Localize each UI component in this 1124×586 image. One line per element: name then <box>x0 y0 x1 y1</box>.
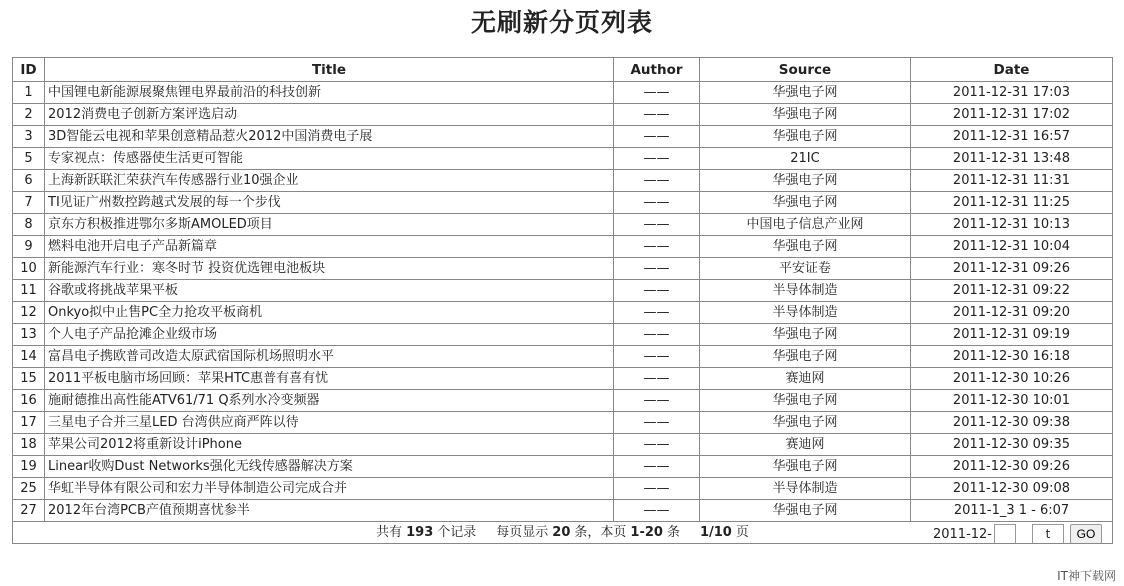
table-row[interactable] <box>13 434 1113 456</box>
cell-date: 2011-12-30 09:26 <box>911 456 1113 478</box>
header-author: Author <box>614 58 700 82</box>
cell-date: 2011-12-30 16:18 <box>911 346 1113 368</box>
cell-author: —— <box>614 214 700 236</box>
cell-date: 2011-12-31 13:48 <box>911 148 1113 170</box>
news-table <box>12 57 1113 544</box>
cell-author: —— <box>614 456 700 478</box>
cell-source: 半导体制造 <box>700 302 911 324</box>
cell-title-link[interactable]: 个人电子产品抢滩企业级市场 <box>45 324 614 346</box>
cell-source: 华强电子网 <box>700 126 911 148</box>
table-row[interactable] <box>13 368 1113 390</box>
pagination-row <box>13 522 1113 544</box>
cell-id: 27 <box>13 500 45 522</box>
cell-source: 华强电子网 <box>700 192 911 214</box>
cell-author: —— <box>614 346 700 368</box>
cell-source: 华强电子网 <box>700 236 911 258</box>
cell-source: 华强电子网 <box>700 456 911 478</box>
page-status: 1/10 <box>699 524 732 540</box>
page-number-input-secondary[interactable]: t <box>1032 524 1064 544</box>
cell-title-link[interactable]: 2011平板电脑市场回顾：苹果HTC惠普有喜有忧 <box>45 368 614 390</box>
cell-id: 17 <box>13 412 45 434</box>
cell-source: 华强电子网 <box>700 170 911 192</box>
table-row[interactable] <box>13 456 1113 478</box>
cell-title-link[interactable]: 苹果公司2012将重新设计iPhone <box>45 434 614 456</box>
cell-source: 华强电子网 <box>700 346 911 368</box>
table-row[interactable] <box>13 236 1113 258</box>
cell-date: 2011-12-30 09:08 <box>911 478 1113 500</box>
cell-author: —— <box>614 434 700 456</box>
cell-title-link[interactable]: 华虹半导体有限公司和宏力半导体制造公司完成合并 <box>45 478 614 500</box>
header-source: Source <box>700 58 911 82</box>
cell-source: 半导体制造 <box>700 280 911 302</box>
cell-date: 2011-12-31 17:03 <box>911 82 1113 104</box>
cell-id: 18 <box>13 434 45 456</box>
per-page-suffix: 条，本页 <box>574 524 627 540</box>
table-row[interactable] <box>13 214 1113 236</box>
cell-title-link[interactable]: 中国锂电新能源展聚焦锂电界最前沿的科技创新 <box>45 82 614 104</box>
per-page-prefix: 每页显示 <box>496 524 549 540</box>
cell-title-link[interactable]: Onkyo拟中止售PC全力抢攻平板商机 <box>45 302 614 324</box>
table-row[interactable] <box>13 346 1113 368</box>
cell-title-link[interactable]: 富昌电子携欧普司改造太原武宿国际机场照明水平 <box>45 346 614 368</box>
cell-id: 14 <box>13 346 45 368</box>
cell-title-link[interactable]: 新能源汽车行业：寒冬时节 投资优选锂电池板块 <box>45 258 614 280</box>
cell-title-link[interactable]: 2012年台湾PCB产值预期喜忧参半 <box>45 500 614 522</box>
cell-source: 华强电子网 <box>700 390 911 412</box>
cell-id: 16 <box>13 390 45 412</box>
cell-title-link[interactable]: Linear收购Dust Networks强化无线传感器解决方案 <box>45 456 614 478</box>
cell-source: 中国电子信息产业网 <box>700 214 911 236</box>
cell-id: 15 <box>13 368 45 390</box>
total-prefix: 共有 <box>376 524 403 540</box>
page-suffix: 页 <box>735 524 749 540</box>
cell-author: —— <box>614 258 700 280</box>
cell-source: 平安证卷 <box>700 258 911 280</box>
cell-title-link[interactable]: 京东方积极推进鄂尔多斯AMOLED项目 <box>45 214 614 236</box>
total-count: 193 <box>406 524 434 540</box>
watermark-text: IT神下载网 <box>1057 569 1116 583</box>
header-date: Date <box>911 58 1113 82</box>
cell-id: 11 <box>13 280 45 302</box>
cell-title-link[interactable]: 上海新跃联汇荣获汽车传感器行业10强企业 <box>45 170 614 192</box>
cell-id: 19 <box>13 456 45 478</box>
cell-title-link[interactable]: TI见证广州数控跨越式发展的每一个步伐 <box>45 192 614 214</box>
cell-author: —— <box>614 236 700 258</box>
cell-author: —— <box>614 368 700 390</box>
cell-date: 2011-12-31 11:31 <box>911 170 1113 192</box>
table-row[interactable] <box>13 82 1113 104</box>
table-row[interactable] <box>13 126 1113 148</box>
cell-title-link[interactable]: 施耐德推出高性能ATV61/71 Q系列水冷变频器 <box>45 390 614 412</box>
pagination-summary <box>376 523 749 543</box>
cell-id: 7 <box>13 192 45 214</box>
cell-id: 2 <box>13 104 45 126</box>
cell-author: —— <box>614 148 700 170</box>
page-title: 无刷新分页列表 <box>470 8 653 37</box>
cell-date: 2011-12-30 09:38 <box>911 412 1113 434</box>
range-suffix: 条 <box>666 524 680 540</box>
cell-author: —— <box>614 412 700 434</box>
cell-author: —— <box>614 324 700 346</box>
cell-id: 6 <box>13 170 45 192</box>
table-row[interactable] <box>13 302 1113 324</box>
cell-title-link[interactable]: 谷歌或将挑战苹果平板 <box>45 280 614 302</box>
cell-title-link[interactable]: 2012消费电子创新方案评选启动 <box>45 104 614 126</box>
cell-author: —— <box>614 280 700 302</box>
page-number-input[interactable] <box>994 524 1016 544</box>
cell-date: 2011-12-30 10:26 <box>911 368 1113 390</box>
cell-source: 华强电子网 <box>700 82 911 104</box>
table-row[interactable] <box>13 192 1113 214</box>
table-row[interactable] <box>13 390 1113 412</box>
cell-date: 2011-12-30 09:35 <box>911 434 1113 456</box>
cell-date: 2011-12-31 17:02 <box>911 104 1113 126</box>
cell-source: 赛迪网 <box>700 368 911 390</box>
table-row[interactable] <box>13 500 1113 522</box>
cell-date: 2011-12-30 10:01 <box>911 390 1113 412</box>
table-row[interactable] <box>13 170 1113 192</box>
cell-source: 21IC <box>700 148 911 170</box>
table-row[interactable] <box>13 148 1113 170</box>
cell-date: 2011-12-31 09:19 <box>911 324 1113 346</box>
cell-date: 2011-12-31 11:25 <box>911 192 1113 214</box>
cell-source: 半导体制造 <box>700 478 911 500</box>
cell-author: —— <box>614 302 700 324</box>
cell-source: 华强电子网 <box>700 412 911 434</box>
total-suffix: 个记录 <box>437 524 477 540</box>
cell-date: 2011-1_3 1 - 6:07 <box>911 500 1113 522</box>
cell-author: —— <box>614 390 700 412</box>
table-body <box>13 82 1113 522</box>
cell-author: —— <box>614 170 700 192</box>
table-row[interactable] <box>13 280 1113 302</box>
cell-id: 5 <box>13 148 45 170</box>
overlay-date-text: 2011-12- <box>932 527 992 542</box>
cell-id: 8 <box>13 214 45 236</box>
header-id: ID <box>13 58 45 82</box>
cell-title-link[interactable]: 三星电子合并三星LED 台湾供应商严阵以待 <box>45 412 614 434</box>
cell-date: 2011-12-31 16:57 <box>911 126 1113 148</box>
table-row[interactable] <box>13 104 1113 126</box>
cell-id: 1 <box>13 82 45 104</box>
cell-source: 华强电子网 <box>700 324 911 346</box>
cell-author: —— <box>614 82 700 104</box>
cell-author: —— <box>614 500 700 522</box>
cell-id: 10 <box>13 258 45 280</box>
cell-date: 2011-12-31 10:04 <box>911 236 1113 258</box>
table-header-row <box>13 58 1113 82</box>
cell-date: 2011-12-31 09:26 <box>911 258 1113 280</box>
cell-author: —— <box>614 104 700 126</box>
cell-author: —— <box>614 192 700 214</box>
cell-title-link[interactable]: 3D智能云电视和苹果创意精品惹火2012中国消费电子展 <box>45 126 614 148</box>
cell-date: 2011-12-31 09:20 <box>911 302 1113 324</box>
go-button[interactable]: GO <box>1070 524 1102 544</box>
cell-date: 2011-12-31 09:22 <box>911 280 1113 302</box>
cell-source: 赛迪网 <box>700 434 911 456</box>
cell-author: —— <box>614 478 700 500</box>
cell-title-link[interactable]: 燃料电池开启电子产品新篇章 <box>45 236 614 258</box>
cell-author: —— <box>614 126 700 148</box>
cell-id: 3 <box>13 126 45 148</box>
page-range: 1-20 <box>630 524 663 540</box>
cell-title-link[interactable]: 专家视点：传感器使生活更可智能 <box>45 148 614 170</box>
cell-source: 华强电子网 <box>700 500 911 522</box>
cell-id: 12 <box>13 302 45 324</box>
cell-source: 华强电子网 <box>700 104 911 126</box>
cell-id: 25 <box>13 478 45 500</box>
pagination-bar <box>13 522 1113 544</box>
table-row[interactable] <box>13 412 1113 434</box>
per-page-count: 20 <box>552 524 571 540</box>
cell-date: 2011-12-31 10:13 <box>911 214 1113 236</box>
table-row[interactable] <box>13 258 1113 280</box>
table-row[interactable] <box>13 324 1113 346</box>
header-title: Title <box>45 58 614 82</box>
cell-id: 13 <box>13 324 45 346</box>
table-row[interactable] <box>13 478 1113 500</box>
cell-id: 9 <box>13 236 45 258</box>
